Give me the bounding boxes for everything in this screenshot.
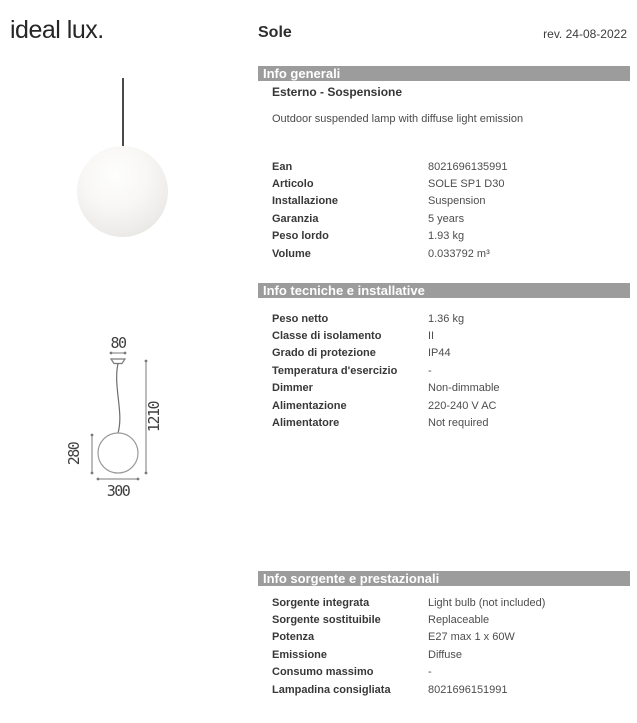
spec-value: 1.93 kg — [428, 230, 465, 243]
table-row — [272, 629, 630, 646]
spec-value: 5 years — [428, 212, 465, 225]
spec-label: Installazione — [272, 195, 339, 208]
dim-dot — [137, 478, 140, 481]
spec-label: Peso lordo — [272, 230, 329, 243]
table-row — [272, 611, 630, 628]
section-header: Info tecniche e installative — [258, 283, 630, 298]
dim-label-canopy-width: 80 — [110, 334, 126, 352]
spec-value: E27 max 1 x 60W — [428, 631, 515, 644]
dim-dot — [97, 478, 100, 481]
table-row — [272, 193, 630, 210]
table-row — [272, 228, 630, 245]
table-row — [272, 664, 630, 681]
revision-date: rev. 24-08-2022 — [543, 27, 627, 41]
table-row — [272, 380, 630, 397]
brand-logo: ideal lux. — [10, 16, 104, 44]
spec-label: Volume — [272, 247, 311, 260]
product-category: Esterno - Sospensione — [272, 85, 403, 99]
spec-value: 0.033792 m³ — [428, 247, 490, 260]
pendant-sphere-image — [77, 146, 168, 237]
spec-value: Diffuse — [428, 648, 463, 661]
section-info-sorgente — [258, 571, 630, 698]
table-row — [272, 175, 630, 192]
section-header: Info sorgente e prestazionali — [258, 571, 630, 586]
pendant-cord-image — [122, 78, 124, 150]
table-row — [272, 210, 630, 227]
spec-label: Ean — [272, 160, 293, 173]
dim-dot — [124, 352, 127, 355]
dim-dot — [145, 360, 148, 363]
spec-value: Replaceable — [428, 614, 490, 627]
spec-label: Potenza — [272, 631, 315, 644]
spec-value: Non-dimmable — [428, 382, 500, 395]
spec-label: Grado di protezione — [272, 347, 376, 360]
spec-label: Temperatura d'esercizio — [272, 364, 398, 377]
spec-label: Dimmer — [272, 382, 313, 395]
table-row — [272, 327, 630, 344]
table-row — [272, 594, 630, 611]
page-title: Sole — [258, 24, 292, 41]
spec-label: Consumo massimo — [272, 666, 374, 679]
spec-value: - — [428, 666, 432, 679]
spec-value: Not required — [428, 417, 489, 430]
table-row — [272, 245, 630, 262]
table-row — [272, 362, 630, 379]
spec-value: 8021696151991 — [428, 683, 508, 696]
section-header: Info generali — [258, 66, 630, 81]
spec-label: Classe di isolamento — [272, 330, 382, 343]
dim-label-sphere-width: 300 — [106, 482, 130, 500]
spec-label: Emissione — [272, 648, 328, 661]
spec-label: Lampadina consigliata — [272, 683, 391, 696]
spec-value: 8021696135991 — [428, 160, 508, 173]
table-row — [272, 158, 630, 175]
spec-value: - — [428, 364, 432, 377]
product-description: Outdoor suspended lamp with diffuse light emission — [272, 113, 524, 125]
spec-label: Garanzia — [272, 212, 319, 225]
spec-value: IP44 — [428, 347, 451, 360]
dim-dot — [110, 352, 113, 355]
dim-label-total-height: 1210 — [145, 401, 163, 433]
table-row — [272, 310, 630, 327]
spec-label: Peso netto — [272, 312, 329, 325]
dimension-diagram — [58, 332, 182, 504]
table-row — [272, 681, 630, 698]
spec-label: Alimentazione — [272, 399, 347, 412]
spec-value: II — [428, 330, 435, 343]
spec-table — [258, 310, 630, 432]
dim-dot — [91, 434, 94, 437]
table-row — [272, 397, 630, 414]
table-row — [272, 345, 630, 362]
spec-value: 1.36 kg — [428, 312, 465, 325]
dim-dot — [145, 472, 148, 475]
diagram-canopy — [111, 359, 125, 364]
dim-label-sphere-height: 280 — [65, 442, 83, 466]
diagram-cord — [117, 364, 120, 434]
spec-label: Alimentatore — [272, 417, 340, 430]
table-row — [272, 646, 630, 663]
diagram-sphere — [98, 433, 138, 473]
section-info-tecniche — [258, 283, 630, 432]
spec-label: Articolo — [272, 178, 314, 191]
spec-value: 220-240 V AC — [428, 399, 497, 412]
section-info-generali — [258, 66, 630, 262]
spec-value: Light bulb (not included) — [428, 596, 546, 609]
table-row — [272, 414, 630, 431]
spec-table — [258, 158, 630, 262]
spec-table — [258, 594, 630, 698]
dim-dot — [91, 472, 94, 475]
spec-value: Suspension — [428, 195, 486, 208]
spec-value: SOLE SP1 D30 — [428, 178, 505, 191]
spec-label: Sorgente integrata — [272, 596, 370, 609]
spec-label: Sorgente sostituibile — [272, 614, 381, 627]
